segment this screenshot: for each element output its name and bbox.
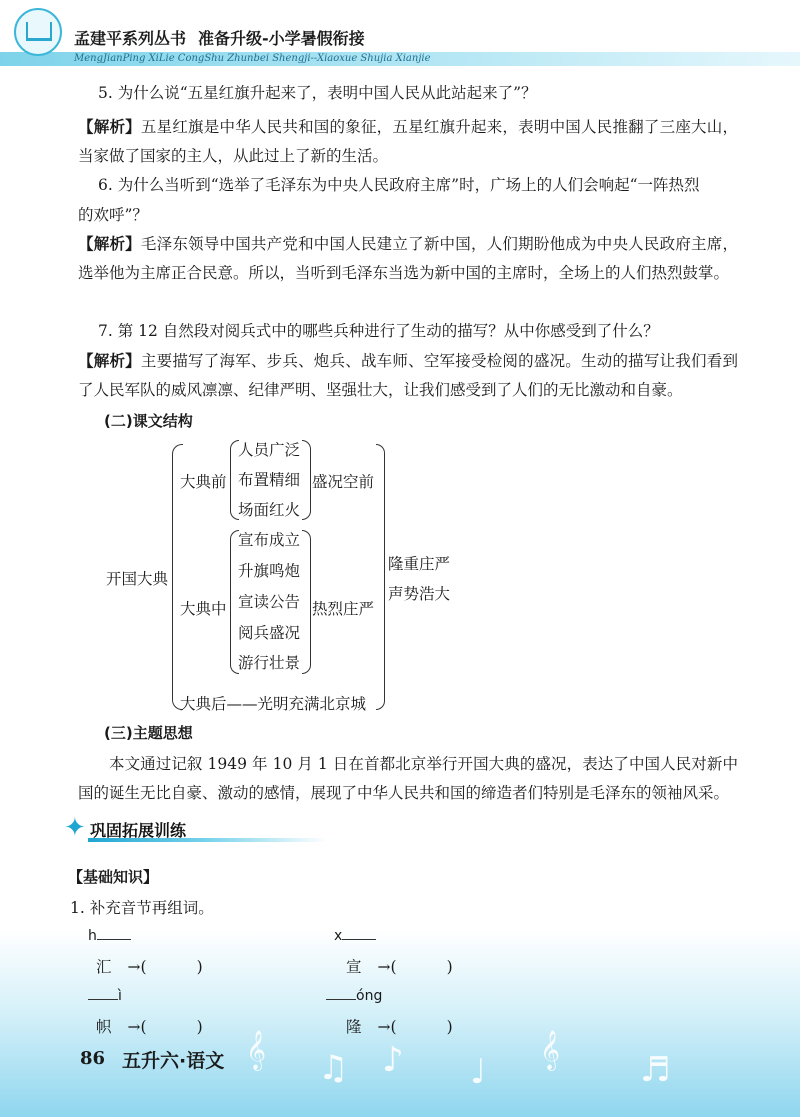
pinyin-blank[interactable]: x xyxy=(334,928,376,944)
footer-book: 五升六·语文 xyxy=(122,1050,225,1072)
before-label: 大典前 xyxy=(180,473,227,491)
theme-text: 本文通过记叙 1949 年 10 月 1 日在首都北京举行开国大典的盛况，表达了中国人民对新中国的诞生无比自豪、激动的感情，展现了中华人民共和国的缔造者们特别是毛泽东的领袖风采。 xyxy=(78,755,738,802)
header-pinyin: MengJianPing XiLie CongShu Zhunbei Shengji--Xiaoxue Shujia Xianjie xyxy=(74,53,431,64)
book-icon xyxy=(26,22,52,41)
music-note-icon: ♬ xyxy=(640,1050,671,1090)
char: 隆 xyxy=(346,1018,362,1036)
before-rbrace xyxy=(302,440,311,520)
after-label: 大典后——光明充满北京城 xyxy=(180,695,367,713)
question-7: 7. 第 12 自然段对阅兵式中的哪些兵种进行了生动的描写？从中你感受到了什么？ xyxy=(98,322,659,340)
pinyin-blank[interactable]: óng xyxy=(326,988,382,1004)
char-row: 宣 →( ) xyxy=(346,958,453,976)
overall-rbrace xyxy=(376,444,385,710)
treble-clef-icon: 𝄞 xyxy=(540,1030,561,1070)
answer-6 xyxy=(78,229,738,288)
char: 宣 xyxy=(346,958,362,976)
during-item: 升旗鸣炮 xyxy=(238,562,301,580)
series-name: 孟建平系列丛书 xyxy=(74,29,187,48)
analysis-tag: 【解析】 xyxy=(78,117,141,136)
practice-banner xyxy=(64,813,254,846)
during-summary: 热烈庄严 xyxy=(312,600,375,618)
before-item: 布置精细 xyxy=(238,471,301,489)
question-6-line2: 的欢呼”？ xyxy=(78,206,148,224)
answer-text: 主要描写了海军、步兵、炮兵、战车师、空军接受检阅的盛况。生动的描写让我们看到了人民军队的威风凛凛、纪律严明、坚强壮大，让我们感受到了人们的无比激动和自豪。 xyxy=(78,352,738,399)
during-label: 大典中 xyxy=(180,600,227,618)
char: 汇 xyxy=(96,958,112,976)
before-item: 场面红火 xyxy=(238,501,301,519)
page-number: 86 xyxy=(80,1048,106,1069)
overall-item: 声势浩大 xyxy=(388,585,451,603)
before-summary: 盛况空前 xyxy=(312,473,375,491)
music-note-icon: ♩ xyxy=(470,1052,487,1092)
during-rbrace xyxy=(302,530,311,674)
analysis-tag: 【解析】 xyxy=(78,234,141,253)
theme-heading: (三)主题思想 xyxy=(104,724,193,742)
treble-clef-icon: 𝄞 xyxy=(246,1030,267,1070)
practice-question-1: 1. 补充音节再组词。 xyxy=(70,899,214,917)
overall-item: 隆重庄严 xyxy=(388,555,451,573)
pinyin-blank[interactable]: ì xyxy=(88,988,122,1004)
music-note-icon: ♪ xyxy=(382,1040,404,1080)
analysis-tag: 【解析】 xyxy=(78,351,141,370)
star-icon: ✦ xyxy=(64,813,86,843)
question-6-line1: 6. 为什么当听到“选举了毛泽东为中央人民政府主席”时，广场上的人们会响起“一阵热烈 xyxy=(98,176,700,194)
during-item: 阅兵盛况 xyxy=(238,624,301,642)
structure-heading: (二)课文结构 xyxy=(104,412,193,430)
answer-5 xyxy=(78,112,738,171)
char: 帜 xyxy=(96,1018,112,1036)
section-title: 【基础知识】 xyxy=(68,868,159,886)
music-note-icon: ♫ xyxy=(318,1048,349,1088)
answer-text: 五星红旗是中华人民共和国的象征，五星红旗升起来，表明中国人民推翻了三座大山，当家做了国家的主人，从此过上了新的生活。 xyxy=(78,118,738,165)
char-row: 帜 →( ) xyxy=(96,1018,203,1036)
banner-title: 巩固拓展训练 xyxy=(90,821,187,840)
pinyin-blank[interactable]: h xyxy=(88,928,131,944)
during-item: 宣读公告 xyxy=(238,593,301,611)
during-item: 宣布成立 xyxy=(238,531,301,549)
answer-7 xyxy=(78,346,738,405)
answer-text: 毛泽东领导中国共产党和中国人民建立了新中国，人们期盼他成为中央人民政府主席，选举他为主席正合民意。所以，当听到毛泽东当选为新中国的主席时，全场上的人们热烈鼓掌。 xyxy=(78,235,738,282)
char-row: 隆 →( ) xyxy=(346,1018,453,1036)
during-item: 游行壮景 xyxy=(238,654,301,672)
question-5: 5. 为什么说“五星红旗升起来了，表明中国人民从此站起来了”？ xyxy=(98,84,537,102)
before-item: 人员广泛 xyxy=(238,441,301,459)
series-logo xyxy=(14,8,62,56)
tree-root: 开国大典 xyxy=(106,570,169,588)
char-row: 汇 →( ) xyxy=(96,958,203,976)
book-title: 准备升级-小学暑假衔接 xyxy=(198,29,365,48)
